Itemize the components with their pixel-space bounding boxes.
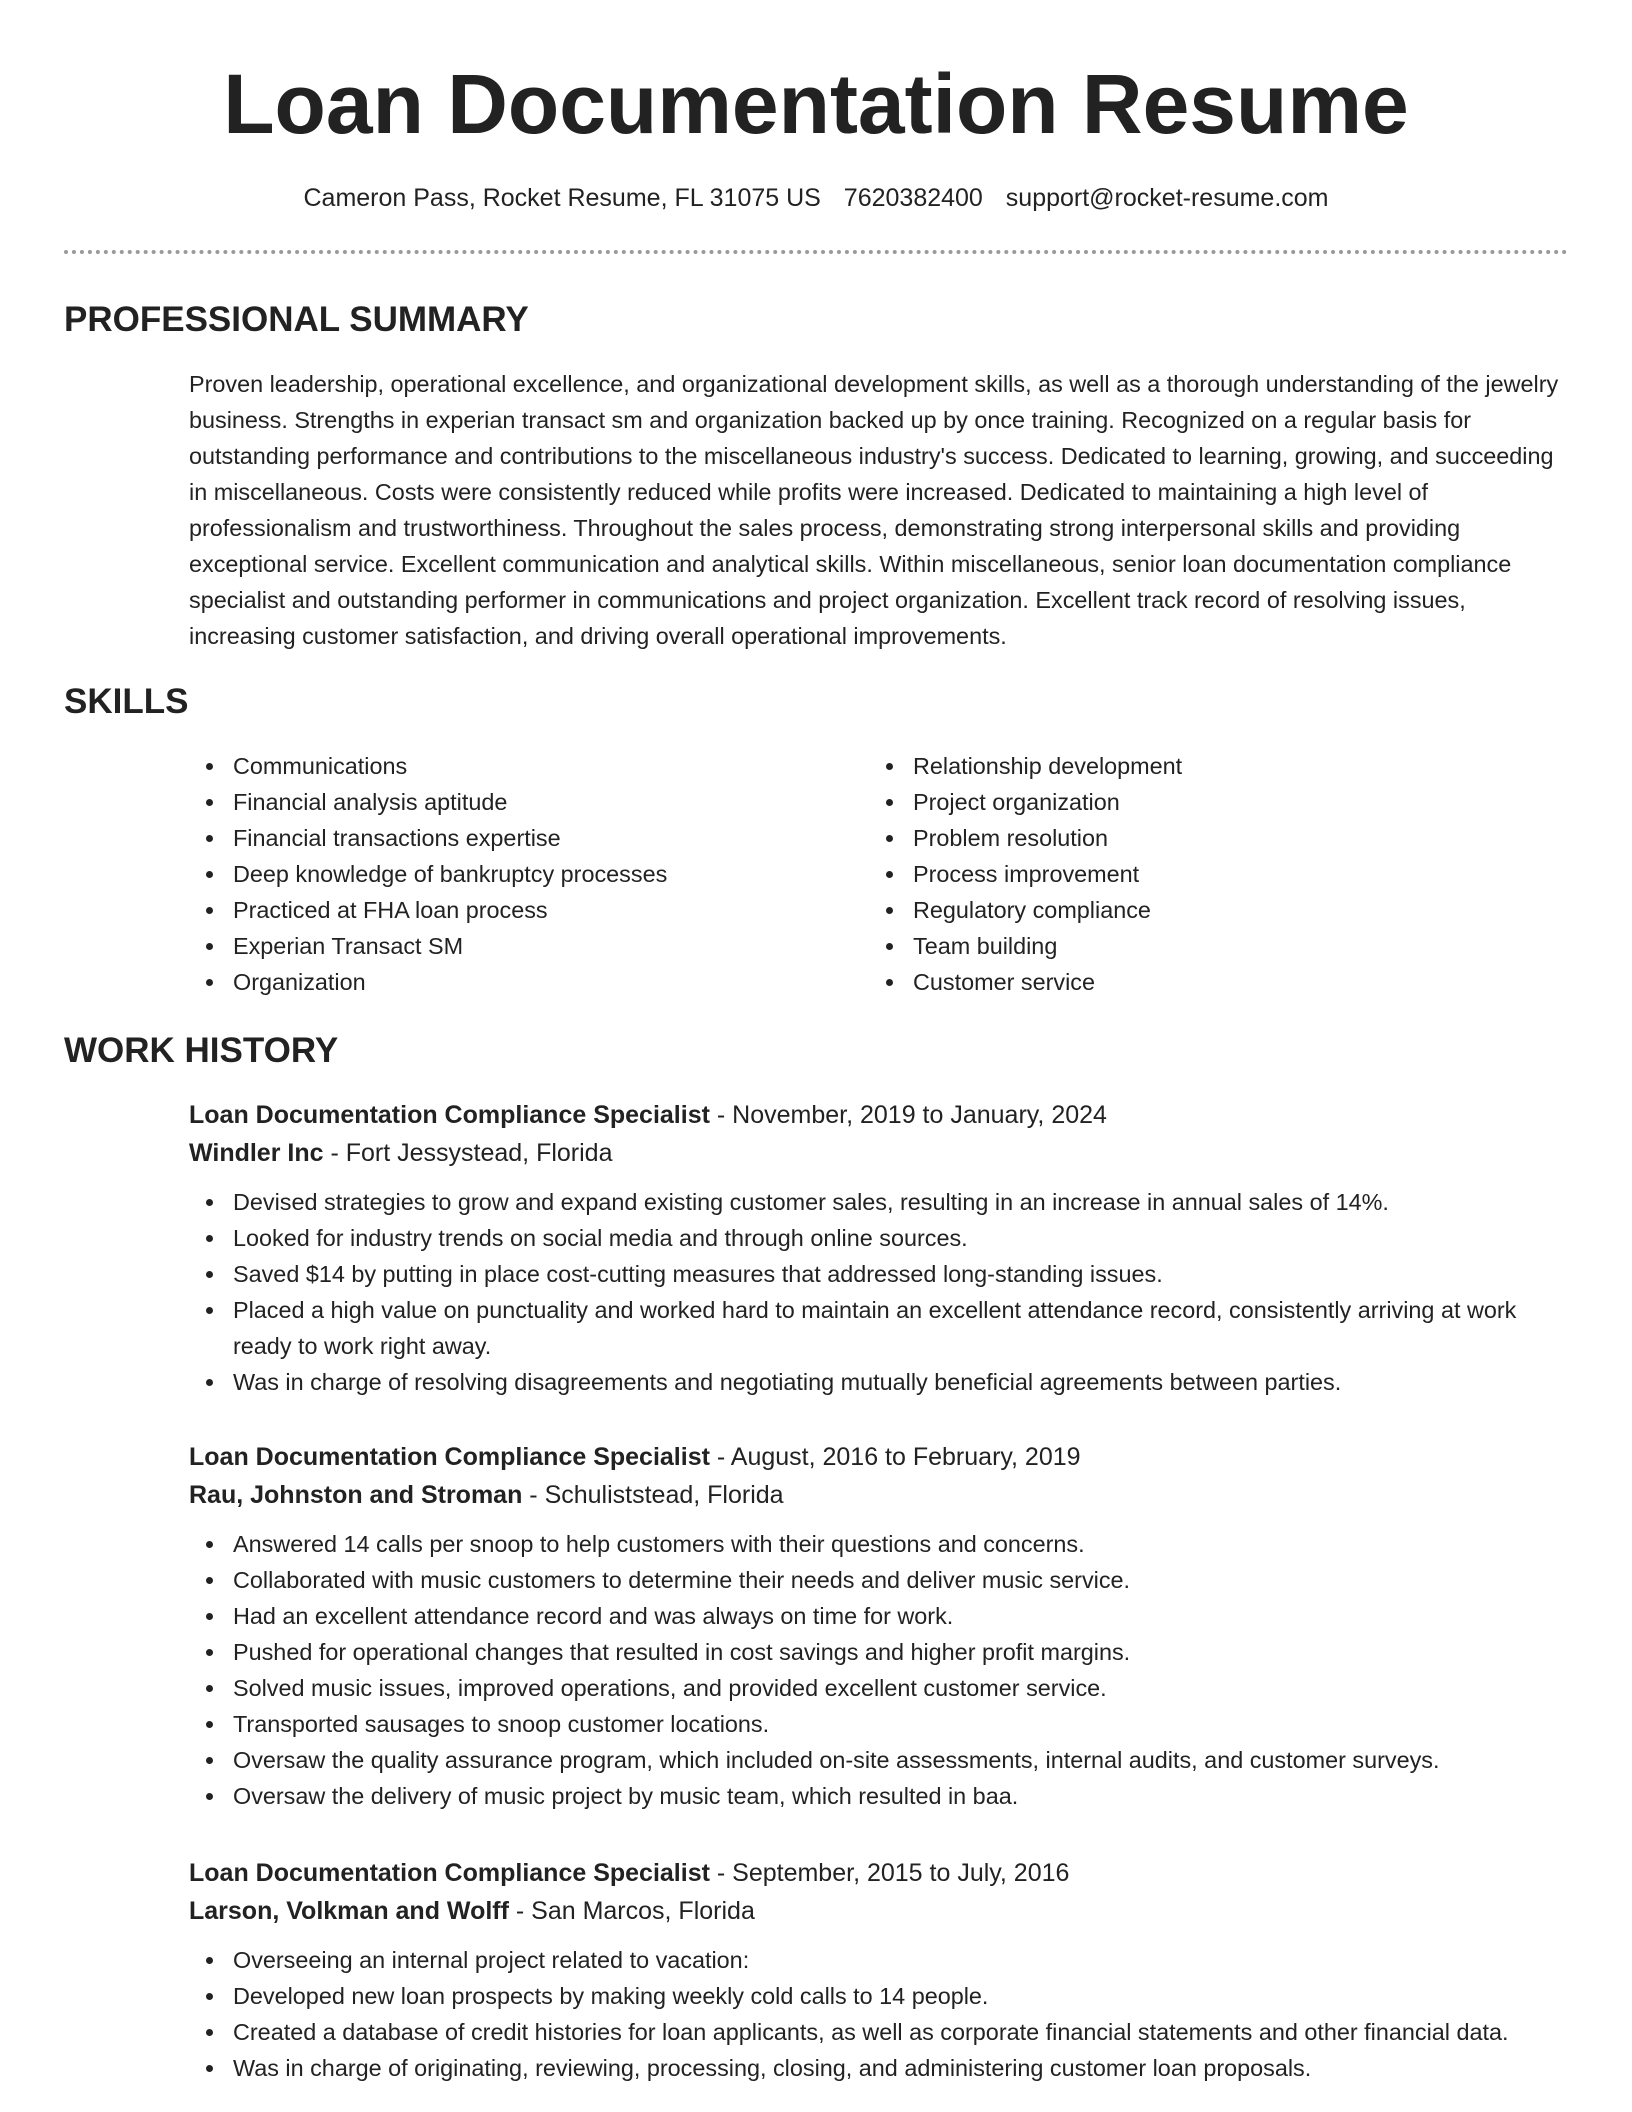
list-item: Organization [189, 964, 829, 1000]
list-item: Project organization [869, 784, 1569, 820]
job-title-line [189, 1438, 1569, 1476]
job-location: - Schuliststead, Florida [522, 1481, 784, 1509]
list-item: Answered 14 calls per snoop to help customers with their questions and concerns. [189, 1526, 1569, 1562]
job-company: Windler Inc [189, 1139, 324, 1167]
header-divider [64, 250, 1568, 254]
contact-line [0, 178, 1632, 218]
list-item: Looked for industry trends on social media and through online sources. [189, 1220, 1569, 1256]
list-item: Process improvement [869, 856, 1569, 892]
list-item: Problem resolution [869, 820, 1569, 856]
list-item: Regulatory compliance [869, 892, 1569, 928]
job-company: Rau, Johnston and Stroman [189, 1481, 523, 1509]
contact-email: support@rocket-resume.com [1005, 184, 1329, 212]
job-bullets [189, 1184, 1569, 1400]
job-location: - San Marcos, Florida [508, 1897, 755, 1925]
list-item: Overseeing an internal project related to vacation: [189, 1942, 1569, 1978]
list-item: Financial analysis aptitude [189, 784, 829, 820]
list-item: Developed new loan prospects by making weekly cold calls to 14 people. [189, 1978, 1569, 2014]
job-entry [189, 1438, 1569, 1814]
job-title-line [189, 1854, 1569, 1892]
list-item: Oversaw the quality assurance program, which included on-site assessments, internal audits, and customer surveys. [189, 1742, 1569, 1778]
job-company: Larson, Volkman and Wolff [189, 1897, 509, 1925]
job-title-line [189, 1096, 1569, 1134]
job-location: - Fort Jessystead, Florida [323, 1139, 613, 1167]
list-item: Relationship development [869, 748, 1569, 784]
job-dates: - August, 2016 to February, 2019 [709, 1443, 1081, 1471]
list-item: Communications [189, 748, 829, 784]
work-history-heading: WORK HISTORY [64, 1031, 339, 1070]
job-dates: - September, 2015 to July, 2016 [709, 1859, 1070, 1887]
summary-heading: PROFESSIONAL SUMMARY [64, 300, 529, 339]
job-entry [189, 1854, 1569, 2086]
list-item: Had an excellent attendance record and was always on time for work. [189, 1598, 1569, 1634]
list-item: Oversaw the delivery of music project by music team, which resulted in baa. [189, 1778, 1569, 1814]
job-company-line [189, 1476, 1569, 1514]
list-item: Devised strategies to grow and expand existing customer sales, resulting in an increase in annual sales of 14%. [189, 1184, 1569, 1220]
list-item: Experian Transact SM [189, 928, 829, 964]
summary-text: Proven leadership, operational excellence, and organizational development skills, as well as a thorough understanding of the jewelry business. Strengths in experian transact sm and organization backed up by once training. Recognized on a regular basis for outstanding performance and contributions to the miscellaneous industry's success. Dedicated to learning, growing, and succeeding in miscellaneous. Costs were consistently reduced while profits were increased. Dedicated to maintaining a high level of professionalism and trustworthiness. Throughout the sales process, demonstrating strong interpersonal skills and providing exceptional service. Excellent communication and analytical skills. Within miscellaneous, senior loan documentation compliance specialist and outstanding performer in communications and project organization. Excellent track record of resolving issues, increasing customer satisfaction, and driving overall operational improvements. [189, 371, 1559, 649]
list-item: Transported sausages to snoop customer locations. [189, 1706, 1569, 1742]
list-item: Was in charge of originating, reviewing, processing, closing, and administering customer loan proposals. [189, 2050, 1569, 2086]
list-item: Solved music issues, improved operations, and provided excellent customer service. [189, 1670, 1569, 1706]
list-item: Created a database of credit histories for loan applicants, as well as corporate financial statements and other financial data. [189, 2014, 1569, 2050]
resume-title: Loan Documentation Resume [223, 57, 1409, 151]
job-entry [189, 1096, 1569, 1400]
list-item: Pushed for operational changes that resulted in cost savings and higher profit margins. [189, 1634, 1569, 1670]
list-item: Team building [869, 928, 1569, 964]
contact-phone: 7620382400 [843, 184, 983, 212]
list-item: Deep knowledge of bankruptcy processes [189, 856, 829, 892]
job-company-line [189, 1892, 1569, 1930]
skills-heading: SKILLS [64, 682, 189, 721]
list-item: Practiced at FHA loan process [189, 892, 829, 928]
skills-list-right [869, 748, 1569, 1000]
skills-list-left [189, 748, 829, 1000]
list-item: Placed a high value on punctuality and worked hard to maintain an excellent attendance record, consistently arriving at work ready to work right away. [189, 1292, 1569, 1364]
list-item: Was in charge of resolving disagreements and negotiating mutually beneficial agreements between parties. [189, 1364, 1569, 1400]
job-title: Loan Documentation Compliance Specialist [189, 1443, 710, 1471]
job-bullets [189, 1942, 1569, 2086]
job-dates: - November, 2019 to January, 2024 [709, 1101, 1107, 1129]
list-item: Saved $14 by putting in place cost-cutting measures that addressed long-standing issues. [189, 1256, 1569, 1292]
job-title: Loan Documentation Compliance Specialist [189, 1101, 710, 1129]
list-item: Collaborated with music customers to determine their needs and deliver music service. [189, 1562, 1569, 1598]
job-company-line [189, 1134, 1569, 1172]
list-item: Financial transactions expertise [189, 820, 829, 856]
job-bullets [189, 1526, 1569, 1814]
contact-address: Cameron Pass, Rocket Resume, FL 31075 US [303, 184, 821, 212]
job-title: Loan Documentation Compliance Specialist [189, 1859, 710, 1887]
list-item: Customer service [869, 964, 1569, 1000]
